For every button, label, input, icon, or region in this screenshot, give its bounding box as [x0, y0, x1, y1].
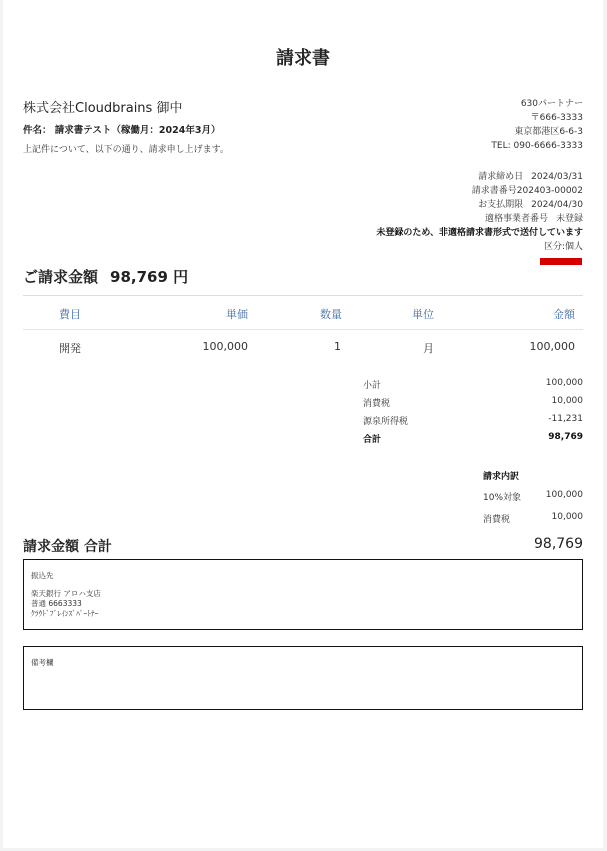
- tax-label: 消費税: [363, 399, 391, 409]
- tax-value: 10,000: [551, 396, 583, 406]
- breakdown-target-label: 10%対象: [483, 493, 522, 503]
- summary-total-label: 合計: [363, 435, 382, 445]
- breakdown-target-value: 100,000: [545, 490, 583, 500]
- grand-total-value: 98,769: [534, 536, 583, 552]
- row-item: 開発: [59, 342, 81, 355]
- meta-number-label: 請求書番号: [471, 186, 517, 196]
- redacted-mark: [540, 258, 582, 265]
- bank-label: 振込先: [31, 571, 54, 580]
- invoice-sheet: [3, 0, 603, 848]
- bank-transfer-box: [23, 559, 583, 630]
- row-quantity: 1: [334, 340, 341, 353]
- meta-number-value: 202403-00002: [516, 186, 583, 196]
- grand-total-label: 請求金額 合計: [23, 539, 112, 555]
- bank-account: 普通 6663333: [31, 599, 82, 608]
- row-unit-price: 100,000: [202, 340, 248, 353]
- bank-holder: ｸﾗｳﾄﾞﾌﾞﾚｲﾝｽﾞﾊﾟｰﾄﾅｰ: [31, 609, 99, 618]
- issuer-tel: TEL: 090-6666-3333: [491, 141, 583, 151]
- invoice-intro: 上記件について、以下の通り、請求申し上げます。: [23, 145, 229, 155]
- invoice-title: 請求書: [276, 48, 330, 69]
- subtotal-label: 小計: [363, 381, 382, 391]
- issuer-postal: 〒666-3333: [530, 113, 583, 123]
- total-header: [23, 266, 188, 287]
- breakdown-title: 請求内訳: [483, 472, 520, 482]
- table-header-divider: [23, 329, 583, 330]
- bank-details: [31, 589, 101, 619]
- meta-closing-date: [376, 170, 583, 184]
- remarks-box: [23, 646, 583, 710]
- row-unit: 月: [423, 342, 434, 355]
- client-name: 株式会社Cloudbrains 御中: [23, 101, 183, 116]
- total-header-amount: 98,769 円: [110, 268, 189, 286]
- meta-closing-value: 2024/03/31: [531, 172, 583, 182]
- breakdown-tax-value: 10,000: [551, 512, 583, 522]
- table-top-divider: [23, 295, 583, 296]
- remarks-label: 備考欄: [31, 658, 54, 667]
- issuer-name: 630パートナー: [520, 99, 583, 109]
- meta-invoice-number: [376, 184, 583, 198]
- invoice-meta: [376, 170, 583, 254]
- meta-due-date: [376, 198, 583, 212]
- withholding-label: 源泉所得税: [363, 417, 409, 427]
- invoice-subject: 件名： 請求書テスト（稼働月：2024年3月）: [23, 125, 221, 136]
- column-header-amount: 金額: [553, 308, 575, 321]
- total-header-label: ご請求金額: [23, 268, 99, 286]
- column-header-item: 費目: [59, 308, 81, 321]
- meta-category: 区分:個人: [543, 242, 583, 252]
- meta-qualified-number: [376, 212, 583, 226]
- meta-notice: 未登録のため、非適格請求書形式で送付しています: [376, 228, 583, 238]
- meta-closing-label: 請求締め日: [478, 172, 524, 182]
- summary-total-value: 98,769: [548, 432, 583, 442]
- meta-qualified-value: 未登録: [555, 214, 583, 224]
- column-header-unit: 単位: [412, 308, 434, 321]
- withholding-value: -11,231: [548, 414, 583, 424]
- breakdown-tax-label: 消費税: [483, 515, 511, 525]
- column-header-quantity: 数量: [320, 308, 342, 321]
- subtotal-value: 100,000: [545, 378, 583, 388]
- column-header-unit-price: 単価: [226, 308, 248, 321]
- bank-name: 楽天銀行 アロハ支店: [31, 589, 101, 598]
- meta-due-label: お支払期限: [478, 200, 524, 210]
- issuer-block: [491, 97, 583, 153]
- meta-due-value: 2024/04/30: [531, 200, 583, 210]
- issuer-address: 東京都港区6-6-3: [514, 127, 583, 137]
- meta-qualified-label: 適格事業者番号: [484, 214, 548, 224]
- row-amount: 100,000: [529, 340, 575, 353]
